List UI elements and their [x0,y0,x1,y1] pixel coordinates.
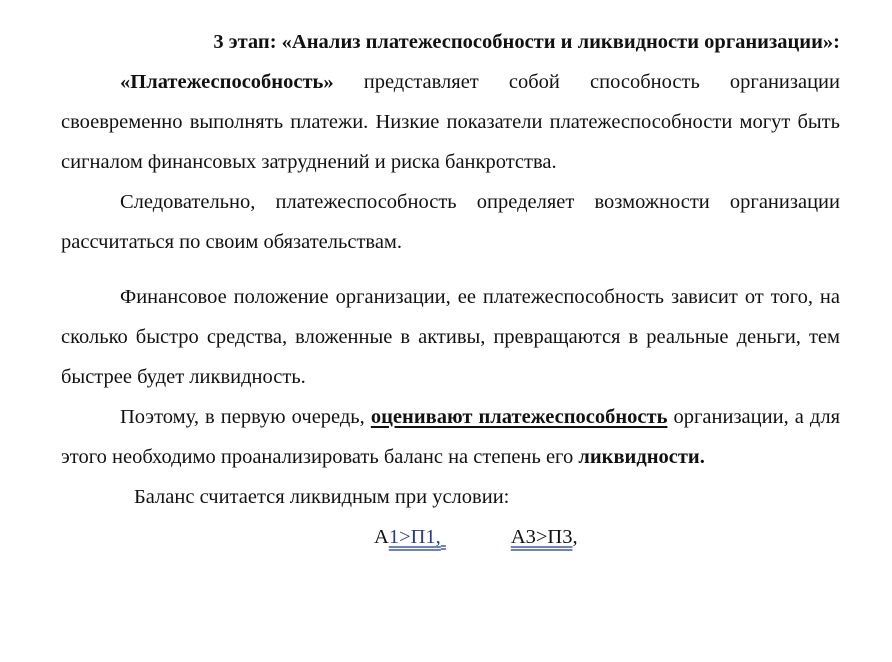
paragraph-financial-position: Финансовое положение организации, ее платежеспособность зависит от того, на сколько быстро средства, вложенные в активы, превращаются в реальные деньги, тем быстрее будет ликвидность. [61,286,840,388]
term-liquidity: ликвидности. [578,446,705,468]
liquidity-formula [61,517,840,559]
formula-underline-spacer [441,517,457,557]
paragraph-consequently: Следовательно, платежеспособность определяет возможности организации рассчитаться по своим обязательствам. [61,191,840,253]
document-page [61,22,840,559]
therefore-rest-text: организации, а для этого необходимо проанализировать баланс на степень его [61,406,840,468]
paragraph-solvency-definition [61,62,840,182]
therefore-lead-text: Поэтому, в первую очередь, [120,406,371,428]
liquidity-condition-intro: Баланс считается ликвидным при условии: [134,486,510,508]
section-heading: 3 этап: «Анализ платежеспособности и ликвидности организации»: [213,31,840,53]
formula-comma: , [572,526,578,548]
term-solvency: «Платежеспособность» [120,71,334,93]
formula-a1-letter: А [374,526,389,548]
formula-a3-inequality[interactable]: А3>П3 [510,526,573,548]
paragraph-therefore [61,397,840,477]
paragraph-solvency-text: представляет собой способность организации своевременно выполнять платежи. Низкие показатели платежеспособности могут быть сигналом финансовых затруднений и риска банкротства. [61,71,840,173]
formula-a1-inequality[interactable]: 1>П1, [388,526,441,548]
emphasis-assess-solvency: оценивают платежеспособность [370,406,668,428]
